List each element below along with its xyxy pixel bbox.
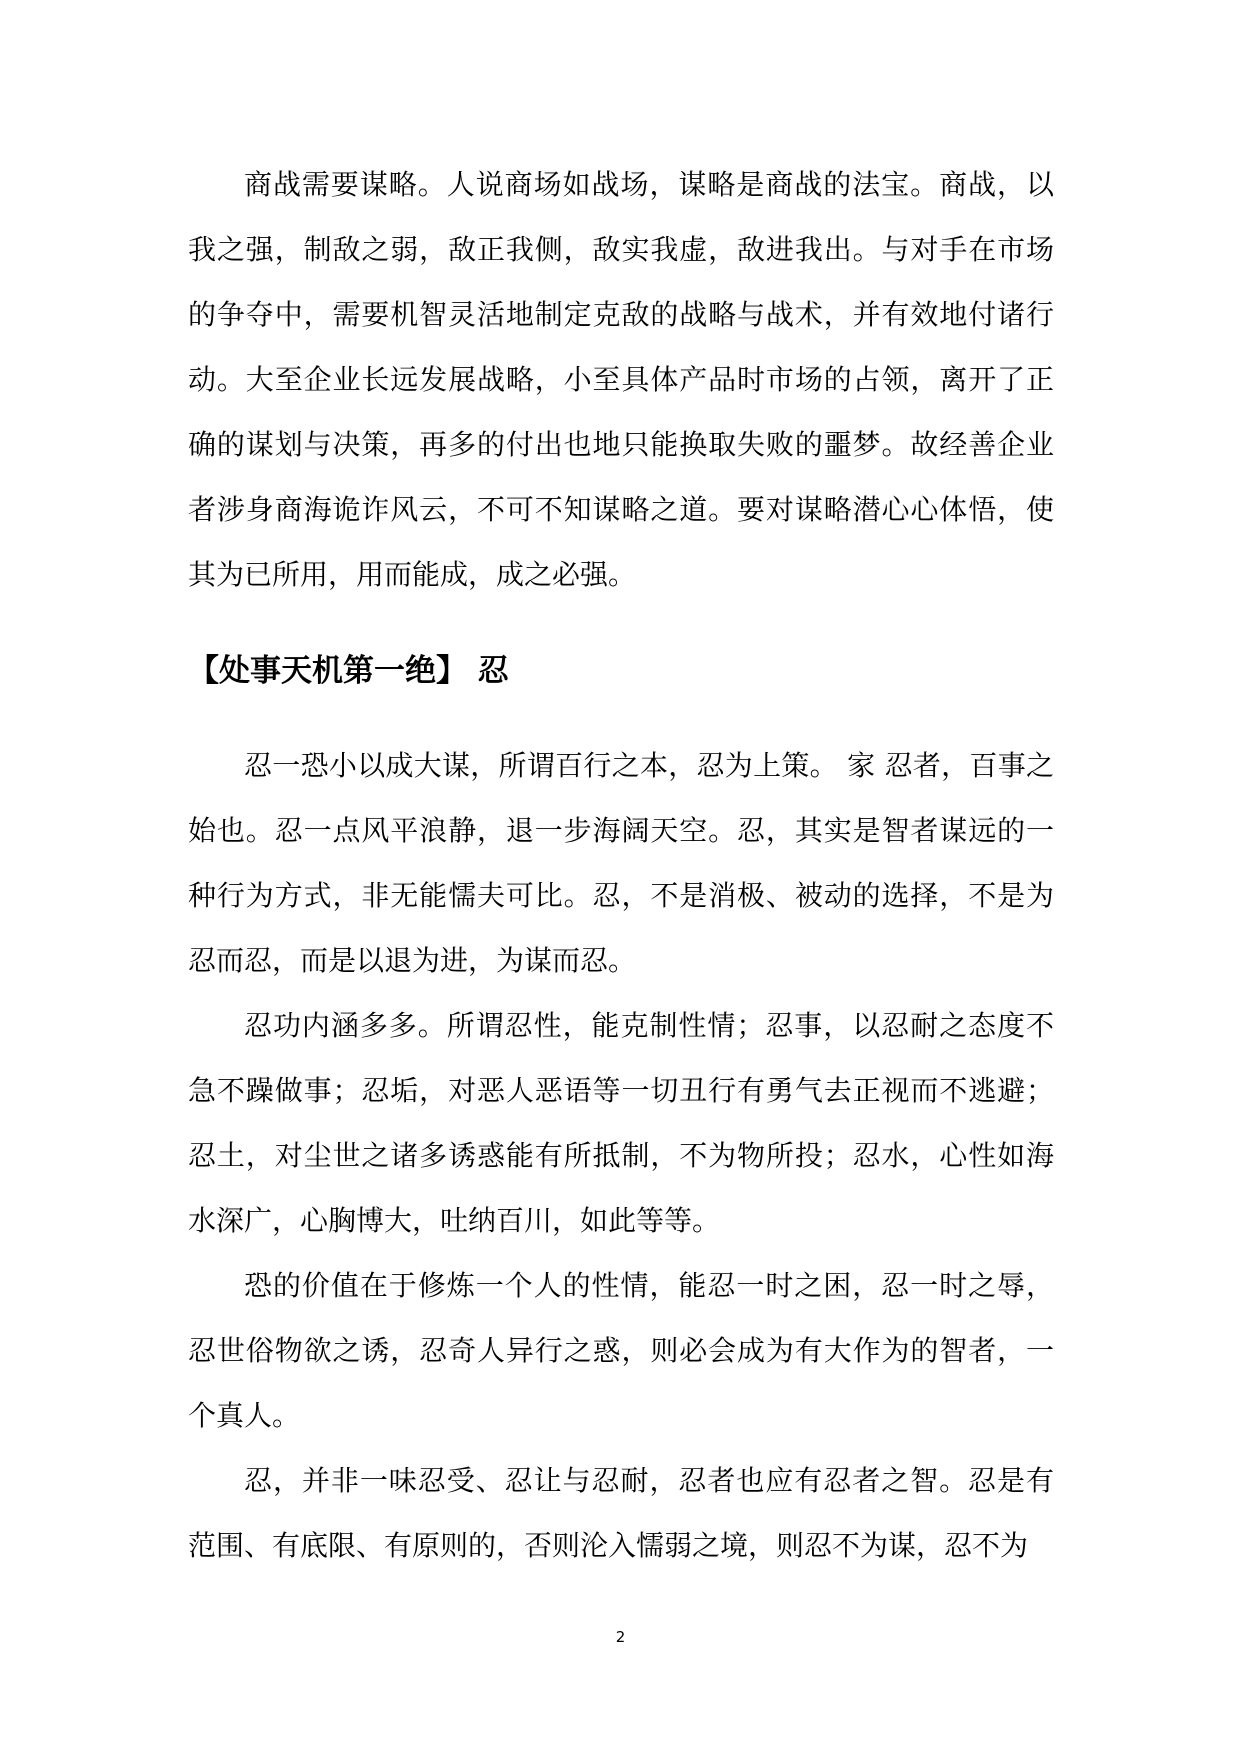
paragraph-2: 忍功内涵多多。所谓忍性，能克制性情；忍事，以忍耐之态度不急不躁做事；忍垢，对恶人恶语等一切丑行有勇气去正视而不逃避；忍土，对尘世之诸多诱惑能有所抵制，不为物所投；忍水，心性如海水深广，心胸博大，吐纳百川，如此等等。 — [188, 1009, 1054, 1237]
paragraph-4: 忍，并非一味忍受、忍让与忍耐，忍者也应有忍者之智。忍是有范围、有底限、有原则的，否则沦入懦弱之境，则忍不为谋，忍不为 — [188, 1464, 1054, 1562]
page-number: 2 — [615, 1628, 626, 1646]
section-heading: 【处事天机第一绝】 忍 — [188, 653, 509, 689]
paragraph-intro: 商战需要谋略。人说商场如战场，谋略是商战的法宝。商战，以我之强，制敌之弱，敌正我侧，敌实我虚，敌进我出。与对手在市场的争夺中，需要机智灵活地制定克敌的战略与战术，并有效地付诸行动。大至企业长远发展战略，小至具体产品时市场的占领，离开了正确的谋划与决策，再多的付出也地只能换取失败的噩梦。故经善企业者涉身商海诡诈风云，不可不知谋略之道。要对谋略潜心心体悟，使其为已所用，用而能成，成之必强。 — [188, 168, 1054, 591]
paragraph-3: 恐的价值在于修炼一个人的性情，能忍一时之困，忍一时之辱，忍世俗物欲之诱，忍奇人异行之惑，则必会成为有大作为的智者，一个真人。 — [188, 1269, 1054, 1432]
page-content — [188, 152, 1054, 1578]
paragraph-1: 忍一恐小以成大谋，所谓百行之本，忍为上策。 家 忍者，百事之始也。忍一点风平浪静，退一步海阔天空。忍，其实是智者谋远的一种行为方式，非无能懦夫可比。忍，不是消极、被动的选择，不是为忍而忍，而是以退为进，为谋而忍。 — [188, 749, 1054, 977]
